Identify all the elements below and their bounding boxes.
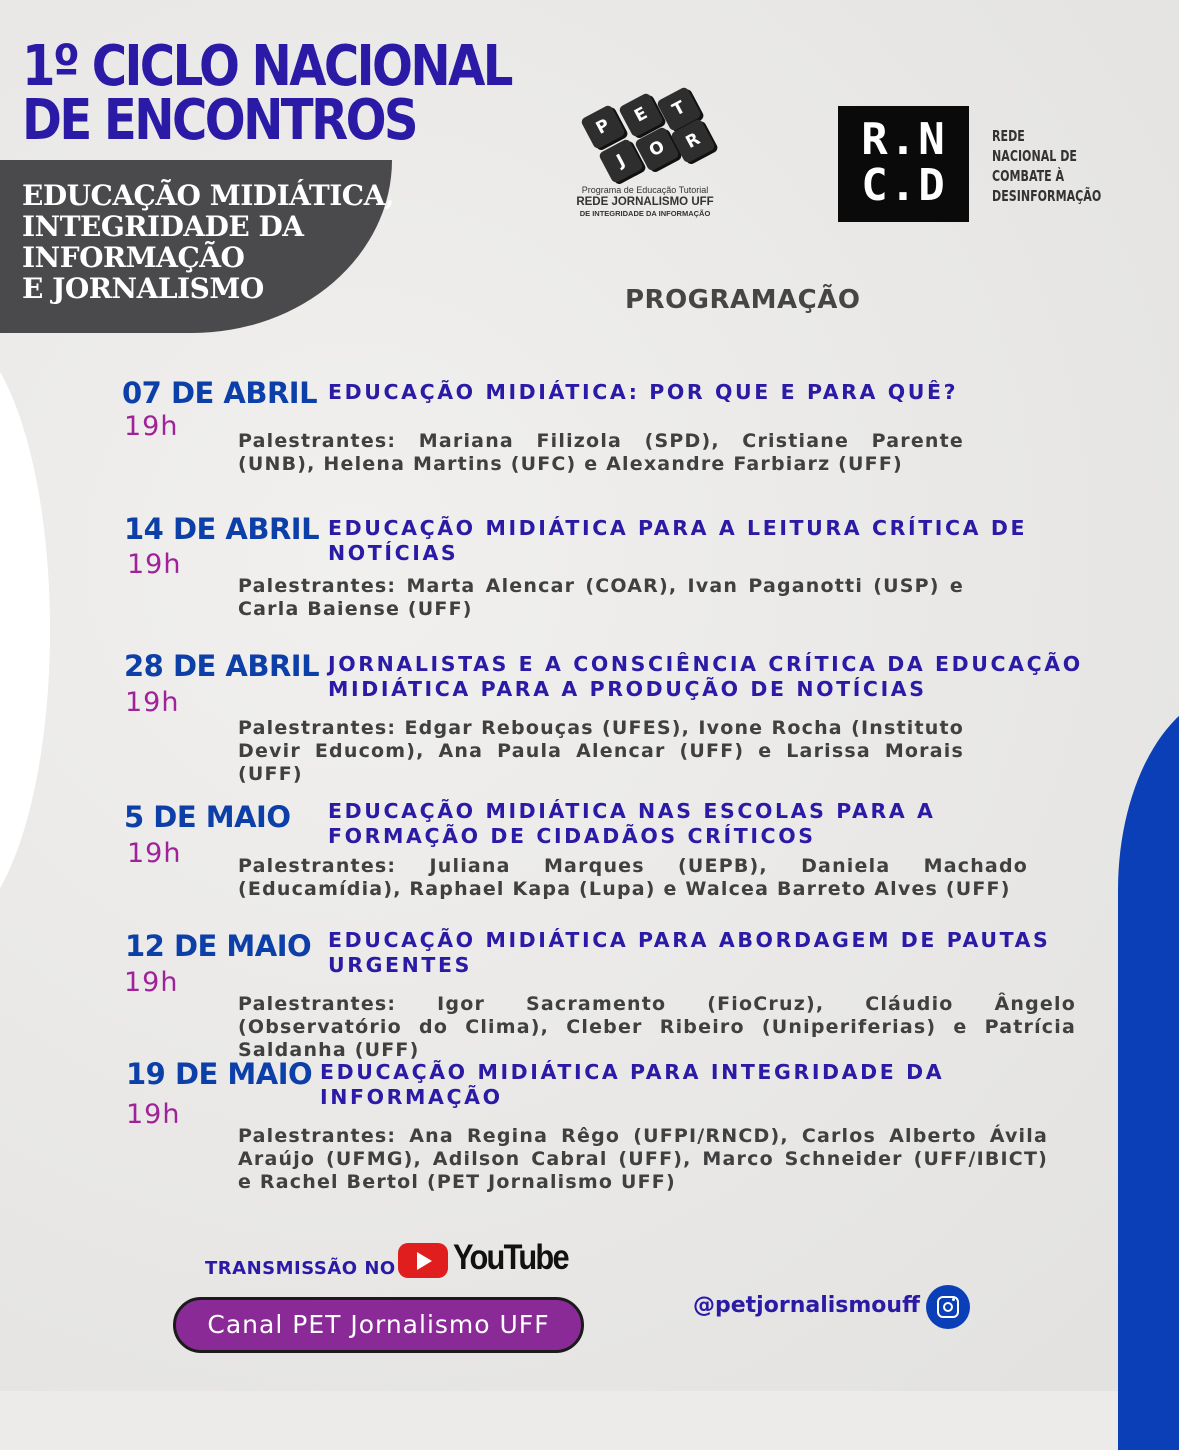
- event-date: 19 DE MAIO: [126, 1057, 313, 1091]
- youtube-play-icon: [398, 1243, 448, 1278]
- youtube-wordmark: YouTube: [453, 1238, 568, 1277]
- event-time: 19h: [124, 411, 179, 442]
- event-speakers: Palestrantes: Ana Regina Rêgo (UFPI/RNCD), Carlos Alberto Ávila Araújo (UFMG), Adilson Cabral (UFF), Marco Schneider (UFF/IBICT) e Rachel Bertol (PET Jornalismo UFF): [238, 1125, 1048, 1193]
- main-title-line1: 1º CICLO NACIONAL: [22, 34, 511, 99]
- rncd-logo-mark: [838, 106, 969, 222]
- pet-caption-line1: Programa de Educação Tutorial: [581, 185, 709, 195]
- rncd-text-line: NACIONAL DE: [992, 147, 1077, 165]
- rncd-logo-text: [992, 126, 1101, 206]
- subtitle-text: [22, 180, 394, 304]
- keyboard-key-icon: O: [634, 126, 680, 172]
- event-speakers: Palestrantes: Igor Sacramento (FioCruz), Cláudio Ângelo (Observatório do Clima), Cleber Ribeiro (Uniperiferias) e Patrícia Saldanha (UFF): [238, 993, 1076, 1061]
- main-title-line2: DE ENCONTROS: [22, 88, 417, 153]
- event-date: 28 DE ABRIL: [124, 649, 320, 683]
- event-title: EDUCAÇÃO MIDIÁTICA: POR QUE E PARA QUÊ?: [328, 380, 959, 404]
- instagram-icon-dot: [952, 1298, 955, 1301]
- event-title: EDUCAÇÃO MIDIÁTICA PARA A LEITURA CRÍTICA DE NOTÍCIAS: [328, 516, 1028, 565]
- event-date: 07 DE ABRIL: [122, 376, 318, 410]
- event-speakers: Palestrantes: Mariana Filizola (SPD), Cristiane Parente (UNB), Helena Martins (UFC) e Alexandre Farbiarz (UFF): [238, 430, 964, 475]
- rncd-mark-row2: C.D: [861, 160, 947, 211]
- event-time: 19h: [127, 838, 182, 869]
- instagram-handle[interactable]: @petjornalismouff: [693, 1293, 920, 1318]
- event-speakers: Palestrantes: Juliana Marques (UEPB), Daniela Machado (Educamídia), Raphael Kapa (Lupa) e Walcea Barreto Alves (UFF): [238, 855, 1028, 900]
- subtitle-line: INFORMAÇÃO: [22, 241, 245, 274]
- pet-caption-line3: DE INTEGRIDADE DA INFORMAÇÃO: [579, 209, 711, 218]
- subtitle-line: EDUCAÇÃO MIDIÁTICA,: [22, 179, 395, 212]
- rncd-text-line: DESINFORMAÇÃO: [992, 187, 1102, 205]
- event-title: EDUCAÇÃO MIDIÁTICA NAS ESCOLAS PARA A FORMAÇÃO DE CIDADÃOS CRÍTICOS: [328, 799, 936, 848]
- event-time: 19h: [127, 549, 182, 580]
- event-date: 14 DE ABRIL: [124, 512, 320, 546]
- pet-caption-line2: REDE JORNALISMO UFF: [576, 196, 714, 208]
- channel-button[interactable]: Canal PET Jornalismo UFF: [173, 1297, 584, 1353]
- rncd-mark-row1: R.N: [861, 114, 947, 165]
- keyboard-key-icon: E: [618, 92, 664, 138]
- keyboard-key-icon: J: [598, 138, 644, 184]
- event-speakers: Palestrantes: Marta Alencar (COAR), Ivan Paganotti (USP) e Carla Baiense (UFF): [238, 575, 964, 620]
- pet-logo-caption: [560, 184, 730, 219]
- main-title: [22, 34, 511, 153]
- event-date: 12 DE MAIO: [125, 929, 312, 963]
- event-date: 5 DE MAIO: [124, 800, 291, 834]
- event-time: 19h: [125, 687, 180, 718]
- subtitle-line: E JORNALISMO: [22, 272, 264, 305]
- event-title: EDUCAÇÃO MIDIÁTICA PARA ABORDAGEM DE PAUTAS URGENTES: [328, 928, 1051, 977]
- instagram-icon[interactable]: [926, 1285, 970, 1329]
- event-time: 19h: [126, 1099, 181, 1130]
- rncd-text-line: COMBATE À: [992, 167, 1065, 185]
- keyboard-key-icon: P: [580, 104, 626, 150]
- instagram-icon-lens: [943, 1302, 953, 1312]
- pet-jornalismo-logo: [560, 92, 730, 227]
- event-time: 19h: [124, 967, 179, 998]
- event-title: EDUCAÇÃO MIDIÁTICA PARA INTEGRIDADE DA INFORMAÇÃO: [320, 1060, 945, 1109]
- keyboard-key-icon: R: [670, 118, 716, 164]
- event-title: JORNALISTAS E A CONSCIÊNCIA CRÍTICA DA EDUCAÇÃO MIDIÁTICA PARA A PRODUÇÃO DE NOTÍCIAS: [328, 652, 1083, 701]
- event-speakers: Palestrantes: Edgar Rebouças (UFES), Ivone Rocha (Instituto Devir Educom), Ana Paula Alencar (UFF) e Larissa Morais (UFF): [238, 717, 964, 785]
- keyboard-key-icon: T: [656, 86, 702, 132]
- subtitle-line: INTEGRIDADE DA: [22, 210, 304, 243]
- transmission-label: TRANSMISSÃO NO: [205, 1258, 396, 1279]
- program-heading: PROGRAMAÇÃO: [625, 285, 861, 315]
- rncd-text-line: REDE: [992, 127, 1025, 145]
